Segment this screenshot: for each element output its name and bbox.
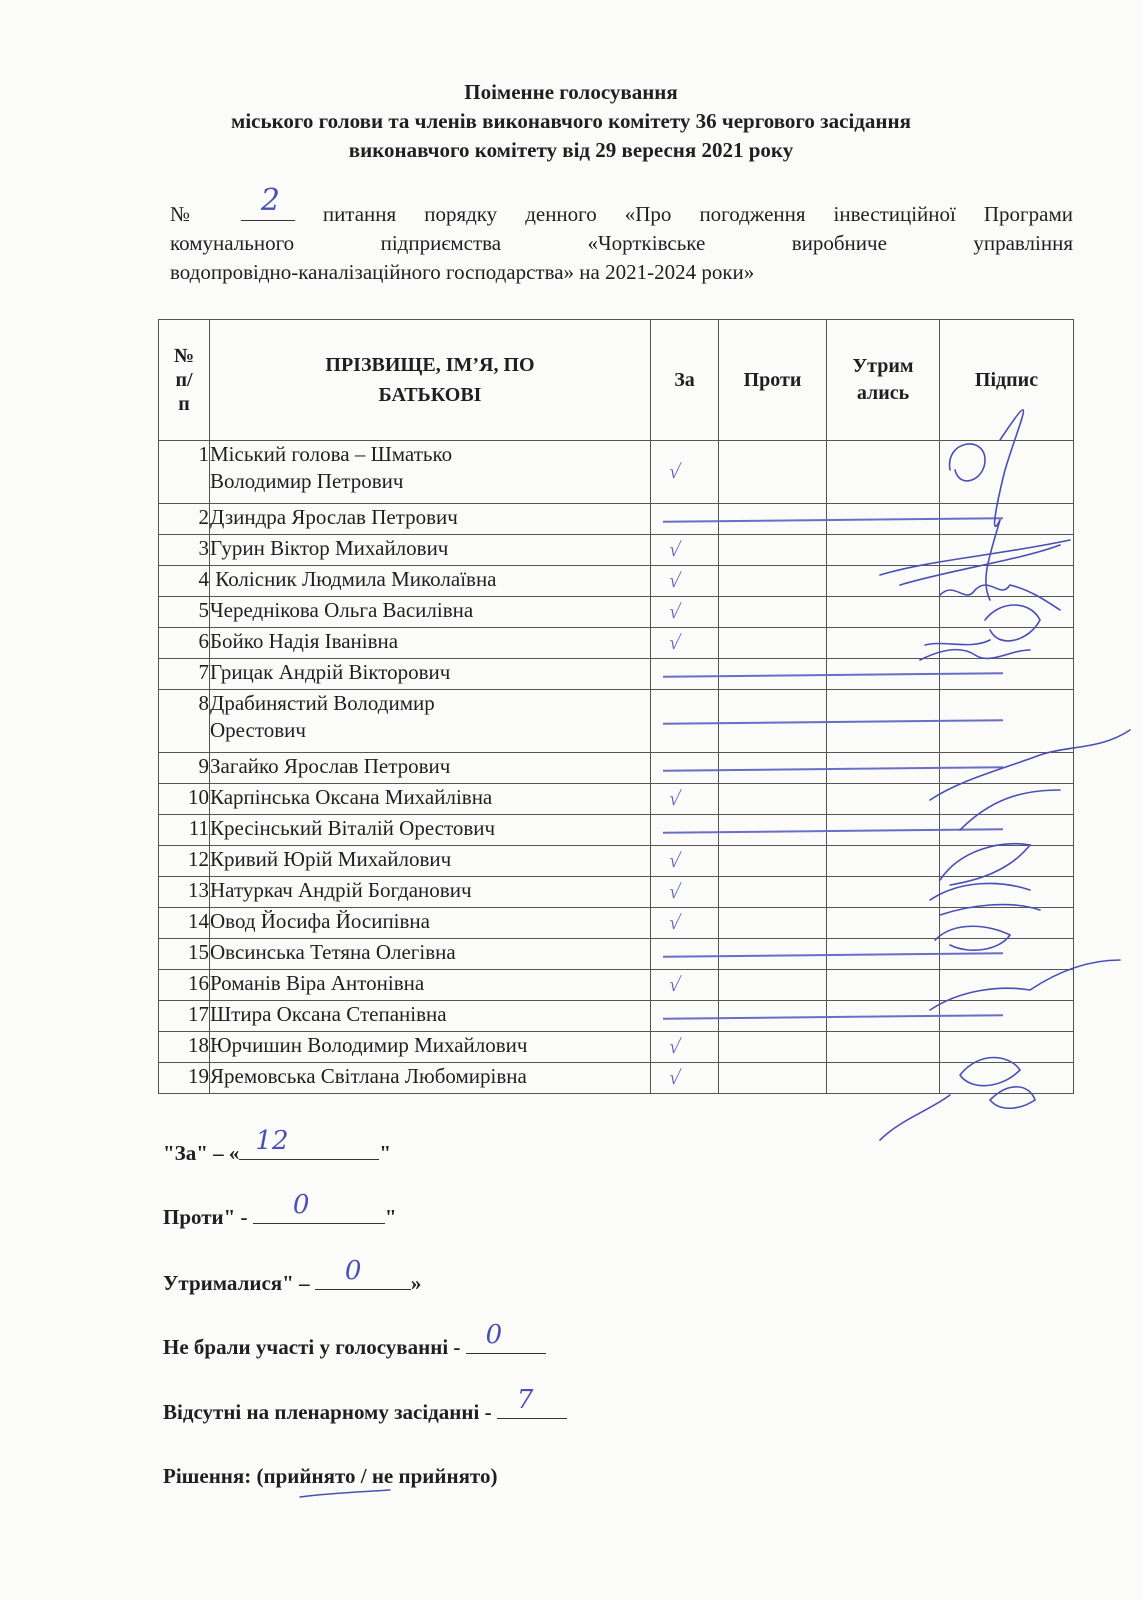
table-row (159, 1032, 1074, 1063)
summary-proty (163, 1190, 397, 1231)
header-name-2: БАТЬКОВІ (378, 384, 482, 406)
header-signature: Підпис (940, 320, 1074, 441)
row-number: 3 (159, 535, 210, 566)
proty-value: 0 (292, 1190, 310, 1220)
row-number: 9 (159, 753, 210, 784)
agenda-line-2: комунального підприємства «Чортківське виробниче управління (170, 231, 1073, 255)
table-row (159, 690, 1074, 753)
header-num-1: № (173, 345, 195, 367)
row-name (210, 441, 651, 504)
za-field (239, 1126, 379, 1160)
row-name-line-1: Кривий Юрій Михайлович (210, 847, 452, 871)
row-name-line-1: Колісник Людмила Миколаївна (210, 567, 497, 591)
row-name-line-1: Овод Йосифа Йосипівна (210, 909, 430, 933)
row-name-line-1: Натуркач Андрій Богданович (210, 878, 472, 902)
document-title (0, 78, 1142, 165)
row-name (210, 877, 651, 908)
header-za: За (651, 320, 719, 441)
absent-label: Відсутні на пленарному засіданні - (163, 1400, 492, 1424)
row-signature-cell (940, 1032, 1074, 1063)
row-name (210, 1001, 651, 1032)
table-row (159, 659, 1074, 690)
row-za-cell (651, 753, 719, 784)
row-name (210, 504, 651, 535)
row-za-cell (651, 597, 719, 628)
utrym-value: 0 (344, 1256, 362, 1286)
row-name-line-1: Бойко Надія Іванівна (210, 629, 399, 653)
utrym-label: Утрималися" – (163, 1271, 310, 1295)
row-number: 2 (159, 504, 210, 535)
title-line-2: міського голови та членів виконавчого комітету 36 чергового засідання (231, 109, 911, 133)
title-line-1: Поіменне голосування (464, 80, 678, 104)
row-za-cell (651, 504, 719, 535)
row-proty-cell (719, 628, 827, 659)
row-check-mark: √ (667, 1036, 683, 1058)
za-value: 12 (255, 1126, 289, 1156)
row-utrym-cell (827, 877, 940, 908)
table-row (159, 1063, 1074, 1094)
row-za-cell (651, 846, 719, 877)
row-check-mark: √ (667, 850, 683, 872)
row-name-line-1: Романів Віра Антонівна (210, 971, 425, 995)
agenda-no-field (241, 183, 295, 221)
row-proty-cell (719, 535, 827, 566)
proty-end: " (384, 1205, 397, 1229)
row-utrym-cell (827, 597, 940, 628)
row-number: 6 (159, 628, 210, 659)
header-name-1: ПРІЗВИЩЕ, ІМ’Я, ПО (325, 354, 535, 376)
row-name-line-1: Загайко Ярослав Петрович (210, 754, 451, 778)
table-row (159, 846, 1074, 877)
table-row (159, 939, 1074, 970)
row-name-line-1: Гурин Віктор Михайлович (210, 536, 449, 560)
row-utrym-cell (827, 1063, 940, 1094)
summary-absent (163, 1385, 567, 1426)
row-number: 17 (159, 1001, 210, 1032)
row-number: 18 (159, 1032, 210, 1063)
row-name (210, 690, 651, 753)
row-check-mark: √ (667, 632, 683, 654)
summary-utrym (163, 1256, 422, 1297)
row-proty-cell (719, 566, 827, 597)
row-za-cell (651, 690, 719, 753)
proty-field (253, 1190, 385, 1224)
row-name-line-1: Драбинястий Володимир (210, 691, 435, 715)
table-row (159, 535, 1074, 566)
row-number: 4 (159, 566, 210, 597)
row-name (210, 939, 651, 970)
row-name (210, 753, 651, 784)
table-row (159, 908, 1074, 939)
row-proty-cell (719, 1063, 827, 1094)
row-name (210, 1032, 651, 1063)
row-number: 15 (159, 939, 210, 970)
row-signature-cell (940, 846, 1074, 877)
agenda-item (170, 183, 1074, 287)
header-utrym (827, 320, 940, 441)
row-za-cell (651, 877, 719, 908)
row-proty-cell (719, 441, 827, 504)
za-end: " (379, 1141, 392, 1165)
table-row (159, 784, 1074, 815)
row-za-cell (651, 441, 719, 504)
row-signature-cell (940, 628, 1074, 659)
row-name-line-1: Овсинська Тетяна Олегівна (210, 940, 456, 964)
proty-label: Проти" - (163, 1205, 248, 1229)
table-row (159, 566, 1074, 597)
row-number: 1 (159, 441, 210, 504)
row-utrym-cell (827, 1032, 940, 1063)
table-row (159, 1001, 1074, 1032)
row-za-cell (651, 784, 719, 815)
row-check-mark: √ (667, 539, 683, 561)
row-utrym-cell (827, 566, 940, 597)
row-proty-cell (719, 908, 827, 939)
agenda-no-prefix: № (170, 202, 213, 226)
row-name (210, 535, 651, 566)
row-name (210, 846, 651, 877)
row-signature-cell (940, 535, 1074, 566)
row-za-cell (651, 628, 719, 659)
row-proty-cell (719, 877, 827, 908)
row-za-cell (651, 908, 719, 939)
no-part-value: 0 (485, 1320, 503, 1350)
row-name (210, 1063, 651, 1094)
row-signature-cell (940, 908, 1074, 939)
table-row (159, 970, 1074, 1001)
row-za-cell (651, 535, 719, 566)
row-name-line-2: Володимир Петрович (210, 469, 404, 493)
absent-field (497, 1385, 567, 1419)
row-signature-cell (940, 566, 1074, 597)
row-utrym-cell (827, 535, 940, 566)
row-check-mark: √ (667, 1067, 683, 1089)
row-number: 14 (159, 908, 210, 939)
row-utrym-cell (827, 784, 940, 815)
row-za-cell (651, 1063, 719, 1094)
vote-table (158, 319, 1074, 1094)
row-number: 13 (159, 877, 210, 908)
row-za-cell (651, 970, 719, 1001)
row-name-line-1: Карпінська Оксана Михайлівна (210, 785, 493, 809)
row-utrym-cell (827, 441, 940, 504)
header-utrym-1: Утрим (852, 355, 914, 377)
row-check-mark: √ (667, 912, 683, 934)
table-row (159, 628, 1074, 659)
row-name-line-2: Орестович (210, 718, 306, 742)
no-part-field (466, 1320, 546, 1354)
row-check-mark: √ (667, 788, 683, 810)
row-number: 19 (159, 1063, 210, 1094)
za-label: "За" – « (163, 1141, 240, 1165)
agenda-line-3: водопровідно-каналізаційного господарства» на 2021-2024 роки» (170, 260, 755, 284)
agenda-line-1 (170, 183, 1074, 229)
absent-value: 7 (516, 1385, 534, 1415)
header-num (159, 320, 210, 441)
summary-no-part (163, 1320, 546, 1361)
header-num-3: п (178, 393, 190, 415)
agenda-no-handwritten: 2 (260, 183, 280, 218)
header-name (210, 320, 651, 441)
table-row (159, 753, 1074, 784)
row-signature-cell (940, 597, 1074, 628)
row-name-line-1: Кресінський Віталій Орестович (210, 816, 496, 840)
row-name (210, 628, 651, 659)
header-num-2: п/ (175, 369, 193, 391)
row-proty-cell (719, 784, 827, 815)
row-za-cell (651, 566, 719, 597)
row-utrym-cell (827, 628, 940, 659)
row-check-mark: √ (667, 601, 683, 623)
row-number: 12 (159, 846, 210, 877)
header-utrym-2: ались (856, 382, 910, 404)
row-name (210, 659, 651, 690)
vote-table-body (159, 441, 1074, 1094)
row-name-line-1: Міський голова – Шматько (210, 442, 453, 466)
decision-underline (300, 1490, 390, 1497)
row-name (210, 908, 651, 939)
row-name (210, 597, 651, 628)
row-signature-cell (940, 441, 1074, 504)
row-signature-cell (940, 877, 1074, 908)
row-name (210, 970, 651, 1001)
row-check-mark: √ (667, 881, 683, 903)
row-number: 10 (159, 784, 210, 815)
row-number: 7 (159, 659, 210, 690)
row-name-line-1: Череднікова Ольга Василівна (210, 598, 474, 622)
row-proty-cell (719, 1032, 827, 1063)
row-utrym-cell (827, 970, 940, 1001)
row-za-cell (651, 659, 719, 690)
table-row (159, 441, 1074, 504)
row-signature-cell (940, 1063, 1074, 1094)
no-part-label: Не брали участі у голосуванні - (163, 1335, 461, 1359)
row-check-mark: √ (667, 461, 683, 483)
row-name-line-1: Яремовська Світлана Любомирівна (210, 1064, 527, 1088)
row-signature-cell (940, 784, 1074, 815)
row-name-line-1: Юрчишин Володимир Михайлович (210, 1033, 528, 1057)
row-name-line-1: Штира Оксана Степанівна (210, 1002, 447, 1026)
row-number: 8 (159, 690, 210, 753)
row-proty-cell (719, 597, 827, 628)
row-za-cell (651, 815, 719, 846)
table-row (159, 504, 1074, 535)
row-za-cell (651, 1001, 719, 1032)
table-row (159, 815, 1074, 846)
row-za-cell (651, 939, 719, 970)
row-proty-cell (719, 970, 827, 1001)
row-za-cell (651, 1032, 719, 1063)
row-check-mark: √ (667, 974, 683, 996)
row-utrym-cell (827, 846, 940, 877)
summary-decision: Рішення: (прийнято / не прийнято) (163, 1464, 498, 1488)
row-signature-cell (940, 970, 1074, 1001)
row-name (210, 566, 651, 597)
row-number: 5 (159, 597, 210, 628)
table-row (159, 597, 1074, 628)
header-proty: Проти (719, 320, 827, 441)
row-name-line-1: Грицак Андрій Вікторович (210, 660, 451, 684)
row-number: 16 (159, 970, 210, 1001)
utrym-field (315, 1256, 411, 1290)
utrym-end: » (410, 1271, 422, 1295)
row-name-line-1: Дзиндра Ярослав Петрович (210, 505, 458, 529)
table-row (159, 877, 1074, 908)
summary-za (163, 1126, 392, 1167)
row-name (210, 815, 651, 846)
agenda-text-1: питання порядку денного «Про погодження інвестиційної Програми (322, 202, 1074, 226)
row-name (210, 784, 651, 815)
title-line-3: виконавчого комітету від 29 вересня 2021 року (348, 138, 794, 162)
row-number: 11 (159, 815, 210, 846)
row-utrym-cell (827, 908, 940, 939)
row-proty-cell (719, 846, 827, 877)
row-check-mark: √ (667, 570, 683, 592)
